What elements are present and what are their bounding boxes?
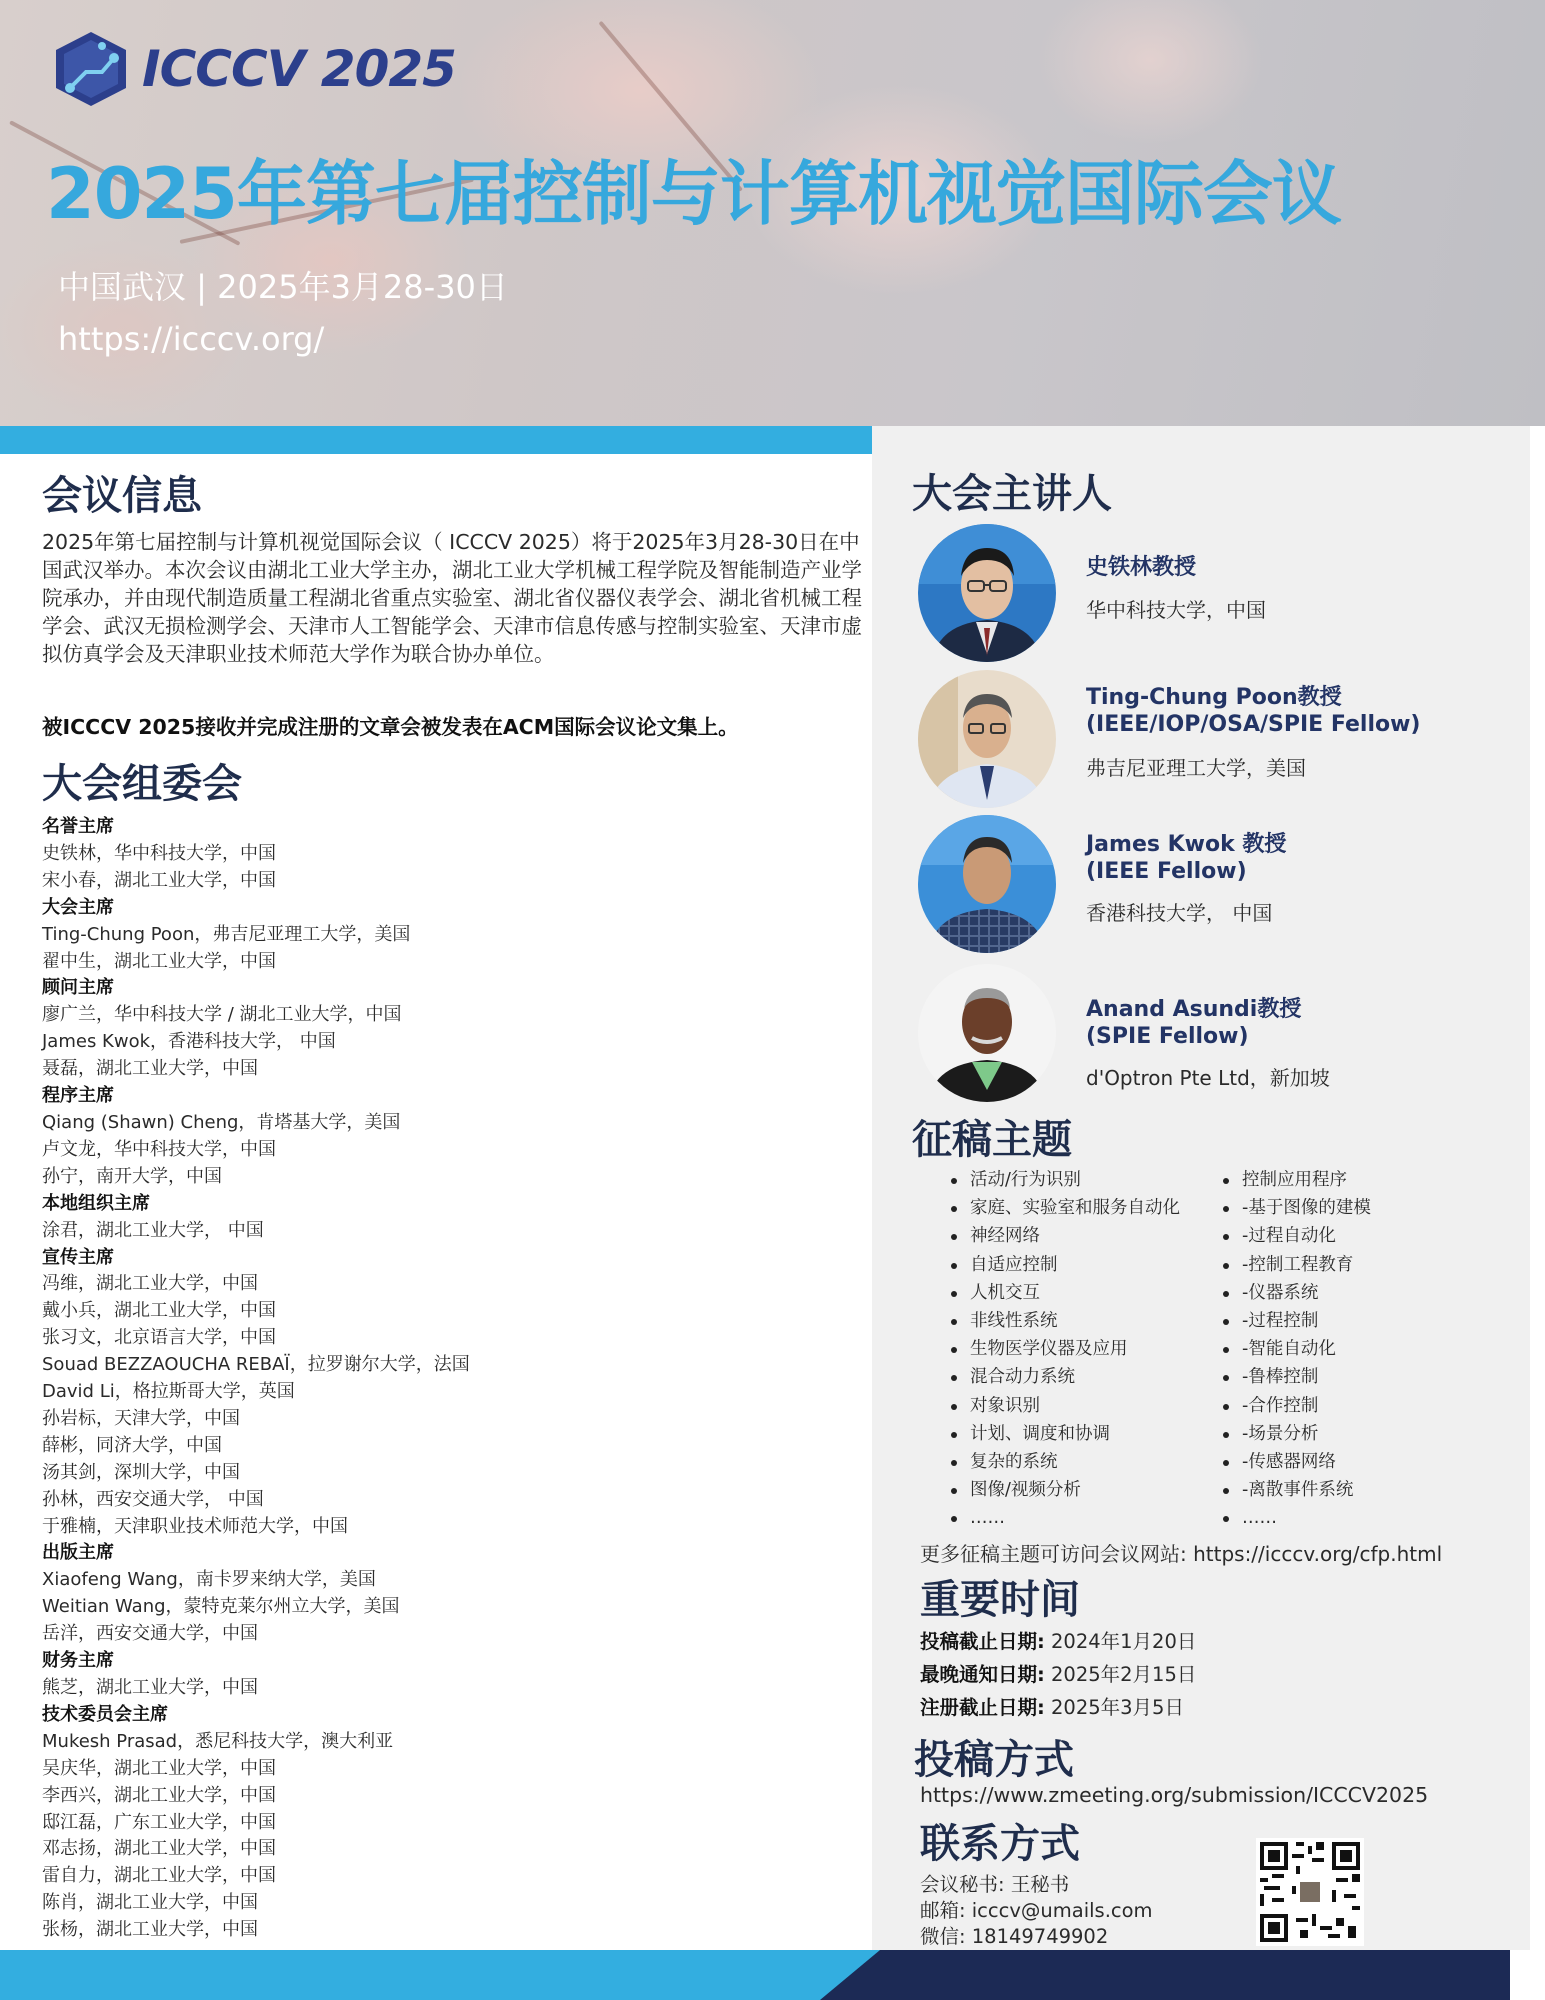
conference-logo xyxy=(50,28,456,110)
committee-member: 宋小春，湖北工业大学，中国 xyxy=(42,869,276,891)
date-value: 2025年3月5日 xyxy=(1051,1696,1184,1719)
speaker-4-photo xyxy=(918,964,1056,1102)
topic-item: 神经网络 xyxy=(948,1222,1180,1250)
wechat-qr-code xyxy=(1256,1838,1364,1946)
speaker-card xyxy=(918,964,1528,1104)
date-row xyxy=(920,1659,1196,1687)
committee-group-title: 出版主席 xyxy=(42,1542,114,1564)
conference-info-heading: 会议信息 xyxy=(42,473,202,519)
speaker-1-photo xyxy=(918,524,1056,662)
speaker-fellowship: (IEEE Fellow) xyxy=(1086,859,1247,884)
speaker-name: James Kwok 教授 xyxy=(1086,832,1287,857)
committee-member: 孙宁，南开大学，中国 xyxy=(42,1165,222,1187)
committee-group-title: 财务主席 xyxy=(42,1650,114,1672)
committee-list xyxy=(42,814,842,1944)
committee-group-title: 顾问主席 xyxy=(42,977,114,999)
date-label: 最晚通知日期: xyxy=(920,1663,1045,1686)
dates-heading: 重要时间 xyxy=(920,1577,1080,1623)
date-row xyxy=(920,1692,1184,1720)
committee-member: 冯维，湖北工业大学，中国 xyxy=(42,1273,258,1295)
committee-member: 熊芝，湖北工业大学，中国 xyxy=(42,1677,258,1698)
page-title: 2025年第七届控制与计算机视觉国际会议 xyxy=(46,153,1341,235)
committee-member: 陈肖，湖北工业大学，中国 xyxy=(42,1892,258,1914)
topic-item: -智能自动化 xyxy=(1220,1335,1371,1363)
qr-code-icon xyxy=(1256,1838,1364,1946)
committee-member: 吴庆华，湖北工业大学，中国 xyxy=(42,1757,276,1779)
topic-item: -鲁棒控制 xyxy=(1220,1363,1371,1391)
date-value: 2024年1月20日 xyxy=(1051,1630,1197,1653)
committee-member: 廖广兰，华中科技大学 / 湖北工业大学，中国 xyxy=(42,1004,402,1026)
committee-group-title: 程序主席 xyxy=(42,1085,114,1107)
topic-item: 家庭、实验室和服务自动化 xyxy=(948,1194,1180,1222)
topics-list-right xyxy=(1220,1166,1371,1533)
committee-member: 涂君，湖北工业大学， 中国 xyxy=(42,1219,264,1241)
topic-item: 复杂的系统 xyxy=(948,1448,1180,1476)
conference-info-body: 2025年第七届控制与计算机视觉国际会议（ ICCCV 2025）将于2025年3月28-30日在中国武汉举办。本次会议由湖北工业大学主办，湖北工业大学机械工程学院及智能制造产业学院承办，并由现代制造质量工程湖北省重点实验室、湖北省仪器仪表学会、湖北省机械工程学会、武汉无损检测学会、天津市人工智能学会、天津市信息传感与控制实验室、天津市虚拟仿真学会及天津职业技术师范大学作为联合协办单位。 xyxy=(42,530,862,666)
publication-note: 被ICCCV 2025接收并完成注册的文章会被发表在ACM国际会议论文集上。 xyxy=(42,715,739,739)
committee-member: Mukesh Prasad，悉尼科技大学，澳大利亚 xyxy=(42,1730,394,1752)
topic-item: -控制工程教育 xyxy=(1220,1251,1371,1279)
speaker-3-photo xyxy=(918,815,1056,953)
topics-heading: 征稿主题 xyxy=(912,1117,1072,1163)
logo-text: ICCCV 2025 xyxy=(142,40,456,98)
speakers-heading: 大会主讲人 xyxy=(912,471,1112,517)
topic-item: 计划、调度和协调 xyxy=(948,1420,1180,1448)
topic-item: …… xyxy=(1220,1504,1371,1532)
topic-item: 控制应用程序 xyxy=(1220,1166,1371,1194)
speaker-name: Ting-Chung Poon教授 xyxy=(1086,685,1342,710)
committee-member: David Li，格拉斯哥大学，英国 xyxy=(42,1381,295,1403)
bottom-navy-stripe xyxy=(820,1950,1510,2000)
committee-member: Xiaofeng Wang，南卡罗来纳大学，美国 xyxy=(42,1569,376,1591)
topic-item: -离散事件系统 xyxy=(1220,1476,1371,1504)
date-label: 投稿截止日期: xyxy=(920,1630,1045,1653)
topic-item: -合作控制 xyxy=(1220,1392,1371,1420)
topic-item: 非线性系统 xyxy=(948,1307,1180,1335)
contact-wechat: 微信: 18149749902 xyxy=(920,1925,1109,1948)
committee-group-title: 大会主席 xyxy=(42,896,114,918)
speaker-name: Anand Asundi教授 xyxy=(1086,997,1302,1022)
committee-member: James Kwok，香港科技大学， 中国 xyxy=(42,1031,336,1053)
speaker-name: 史铁林教授 xyxy=(1086,555,1197,580)
committee-member: 卢文龙，华中科技大学，中国 xyxy=(42,1138,276,1160)
topic-item: 生物医学仪器及应用 xyxy=(948,1335,1180,1363)
speaker-fellowship: (IEEE/IOP/OSA/SPIE Fellow) xyxy=(1086,712,1421,737)
submission-link[interactable]: https://www.zmeeting.org/submission/ICCCV2025 xyxy=(920,1783,1429,1807)
committee-member: 岳洋，西安交通大学，中国 xyxy=(42,1623,258,1645)
committee-member: Ting-Chung Poon，弗吉尼亚理工大学，美国 xyxy=(42,923,411,945)
contact-heading: 联系方式 xyxy=(920,1821,1080,1867)
header-banner xyxy=(0,0,1545,426)
conference-website-link[interactable]: https://icccv.org/ xyxy=(58,320,325,358)
speaker-affiliation: 香港科技大学， 中国 xyxy=(1086,901,1273,925)
committee-member: 孙林，西安交通大学， 中国 xyxy=(42,1488,264,1510)
topic-item: -传感器网络 xyxy=(1220,1448,1371,1476)
topic-item: 人机交互 xyxy=(948,1279,1180,1307)
committee-member: Souad BEZZAOUCHA REBAÏ，拉罗谢尔大学，法国 xyxy=(42,1354,470,1376)
speaker-card xyxy=(918,524,1528,664)
committee-member: 李西兴，湖北工业大学，中国 xyxy=(42,1784,276,1806)
date-label: 注册截止日期: xyxy=(920,1696,1045,1719)
speaker-card xyxy=(918,815,1528,955)
conference-location-date: 中国武汉 | 2025年3月28-30日 xyxy=(58,268,508,306)
committee-member: 于雅楠，天津职业技术师范大学，中国 xyxy=(42,1515,348,1537)
committee-member: 聂磊，湖北工业大学，中国 xyxy=(42,1058,258,1080)
speaker-2-photo xyxy=(918,670,1056,808)
topic-item: -场景分析 xyxy=(1220,1420,1371,1448)
committee-member: 翟中生，湖北工业大学，中国 xyxy=(42,950,276,972)
speaker-affiliation: 华中科技大学，中国 xyxy=(1086,598,1266,622)
committee-heading: 大会组委会 xyxy=(42,761,242,807)
committee-group-title: 本地组织主席 xyxy=(42,1192,150,1214)
committee-group-title: 技术委员会主席 xyxy=(42,1703,168,1725)
logo-hexagon-icon xyxy=(50,28,132,110)
committee-member: 薛彬，同济大学，中国 xyxy=(42,1434,222,1456)
topic-item: 混合动力系统 xyxy=(948,1363,1180,1391)
submission-heading: 投稿方式 xyxy=(914,1737,1074,1783)
speaker-card xyxy=(918,670,1528,810)
committee-group-title: 宣传主席 xyxy=(42,1246,114,1268)
topic-item: -仪器系统 xyxy=(1220,1279,1371,1307)
date-row xyxy=(920,1626,1196,1654)
contact-email[interactable]: 邮箱: icccv@umails.com xyxy=(920,1899,1153,1922)
committee-member: 雷自力，湖北工业大学，中国 xyxy=(42,1865,276,1887)
committee-member: 邓志扬，湖北工业大学，中国 xyxy=(42,1838,276,1860)
topic-item: 自适应控制 xyxy=(948,1251,1180,1279)
committee-member: 邸江磊，广东工业大学，中国 xyxy=(42,1811,276,1833)
topic-item: -过程控制 xyxy=(1220,1307,1371,1335)
committee-member: 史铁林，华中科技大学，中国 xyxy=(42,842,276,864)
topic-item: -过程自动化 xyxy=(1220,1222,1371,1250)
committee-member: 汤其剑，深圳大学，中国 xyxy=(42,1461,240,1483)
topic-item: -基于图像的建模 xyxy=(1220,1194,1371,1222)
topic-item: …… xyxy=(948,1504,1180,1532)
committee-member: 张习文，北京语言大学，中国 xyxy=(42,1327,276,1349)
topics-more-link[interactable]: 更多征稿主题可访问会议网站: https://icccv.org/cfp.html xyxy=(920,1542,1443,1566)
topic-item: 图像/视频分析 xyxy=(948,1476,1180,1504)
bottom-accent-stripe xyxy=(0,1950,880,2000)
speaker-fellowship: (SPIE Fellow) xyxy=(1086,1024,1249,1049)
date-value: 2025年2月15日 xyxy=(1051,1663,1197,1686)
committee-member: Weitian Wang，蒙特克莱尔州立大学，美国 xyxy=(42,1596,400,1618)
topic-item: 对象识别 xyxy=(948,1392,1180,1420)
committee-member: Qiang (Shawn) Cheng，肯塔基大学，美国 xyxy=(42,1111,401,1133)
committee-group-title: 名誉主席 xyxy=(42,816,114,837)
committee-member: 孙岩标，天津大学，中国 xyxy=(42,1407,240,1429)
speaker-affiliation: 弗吉尼亚理工大学，美国 xyxy=(1086,756,1306,780)
committee-member: 张杨，湖北工业大学，中国 xyxy=(42,1919,258,1941)
topics-list-left xyxy=(948,1166,1180,1533)
contact-secretary: 会议秘书: 王秘书 xyxy=(920,1873,1070,1896)
speaker-affiliation: d'Optron Pte Ltd，新加坡 xyxy=(1086,1066,1330,1090)
committee-member: 戴小兵，湖北工业大学，中国 xyxy=(42,1300,276,1322)
topic-item: 活动/行为识别 xyxy=(948,1166,1180,1194)
